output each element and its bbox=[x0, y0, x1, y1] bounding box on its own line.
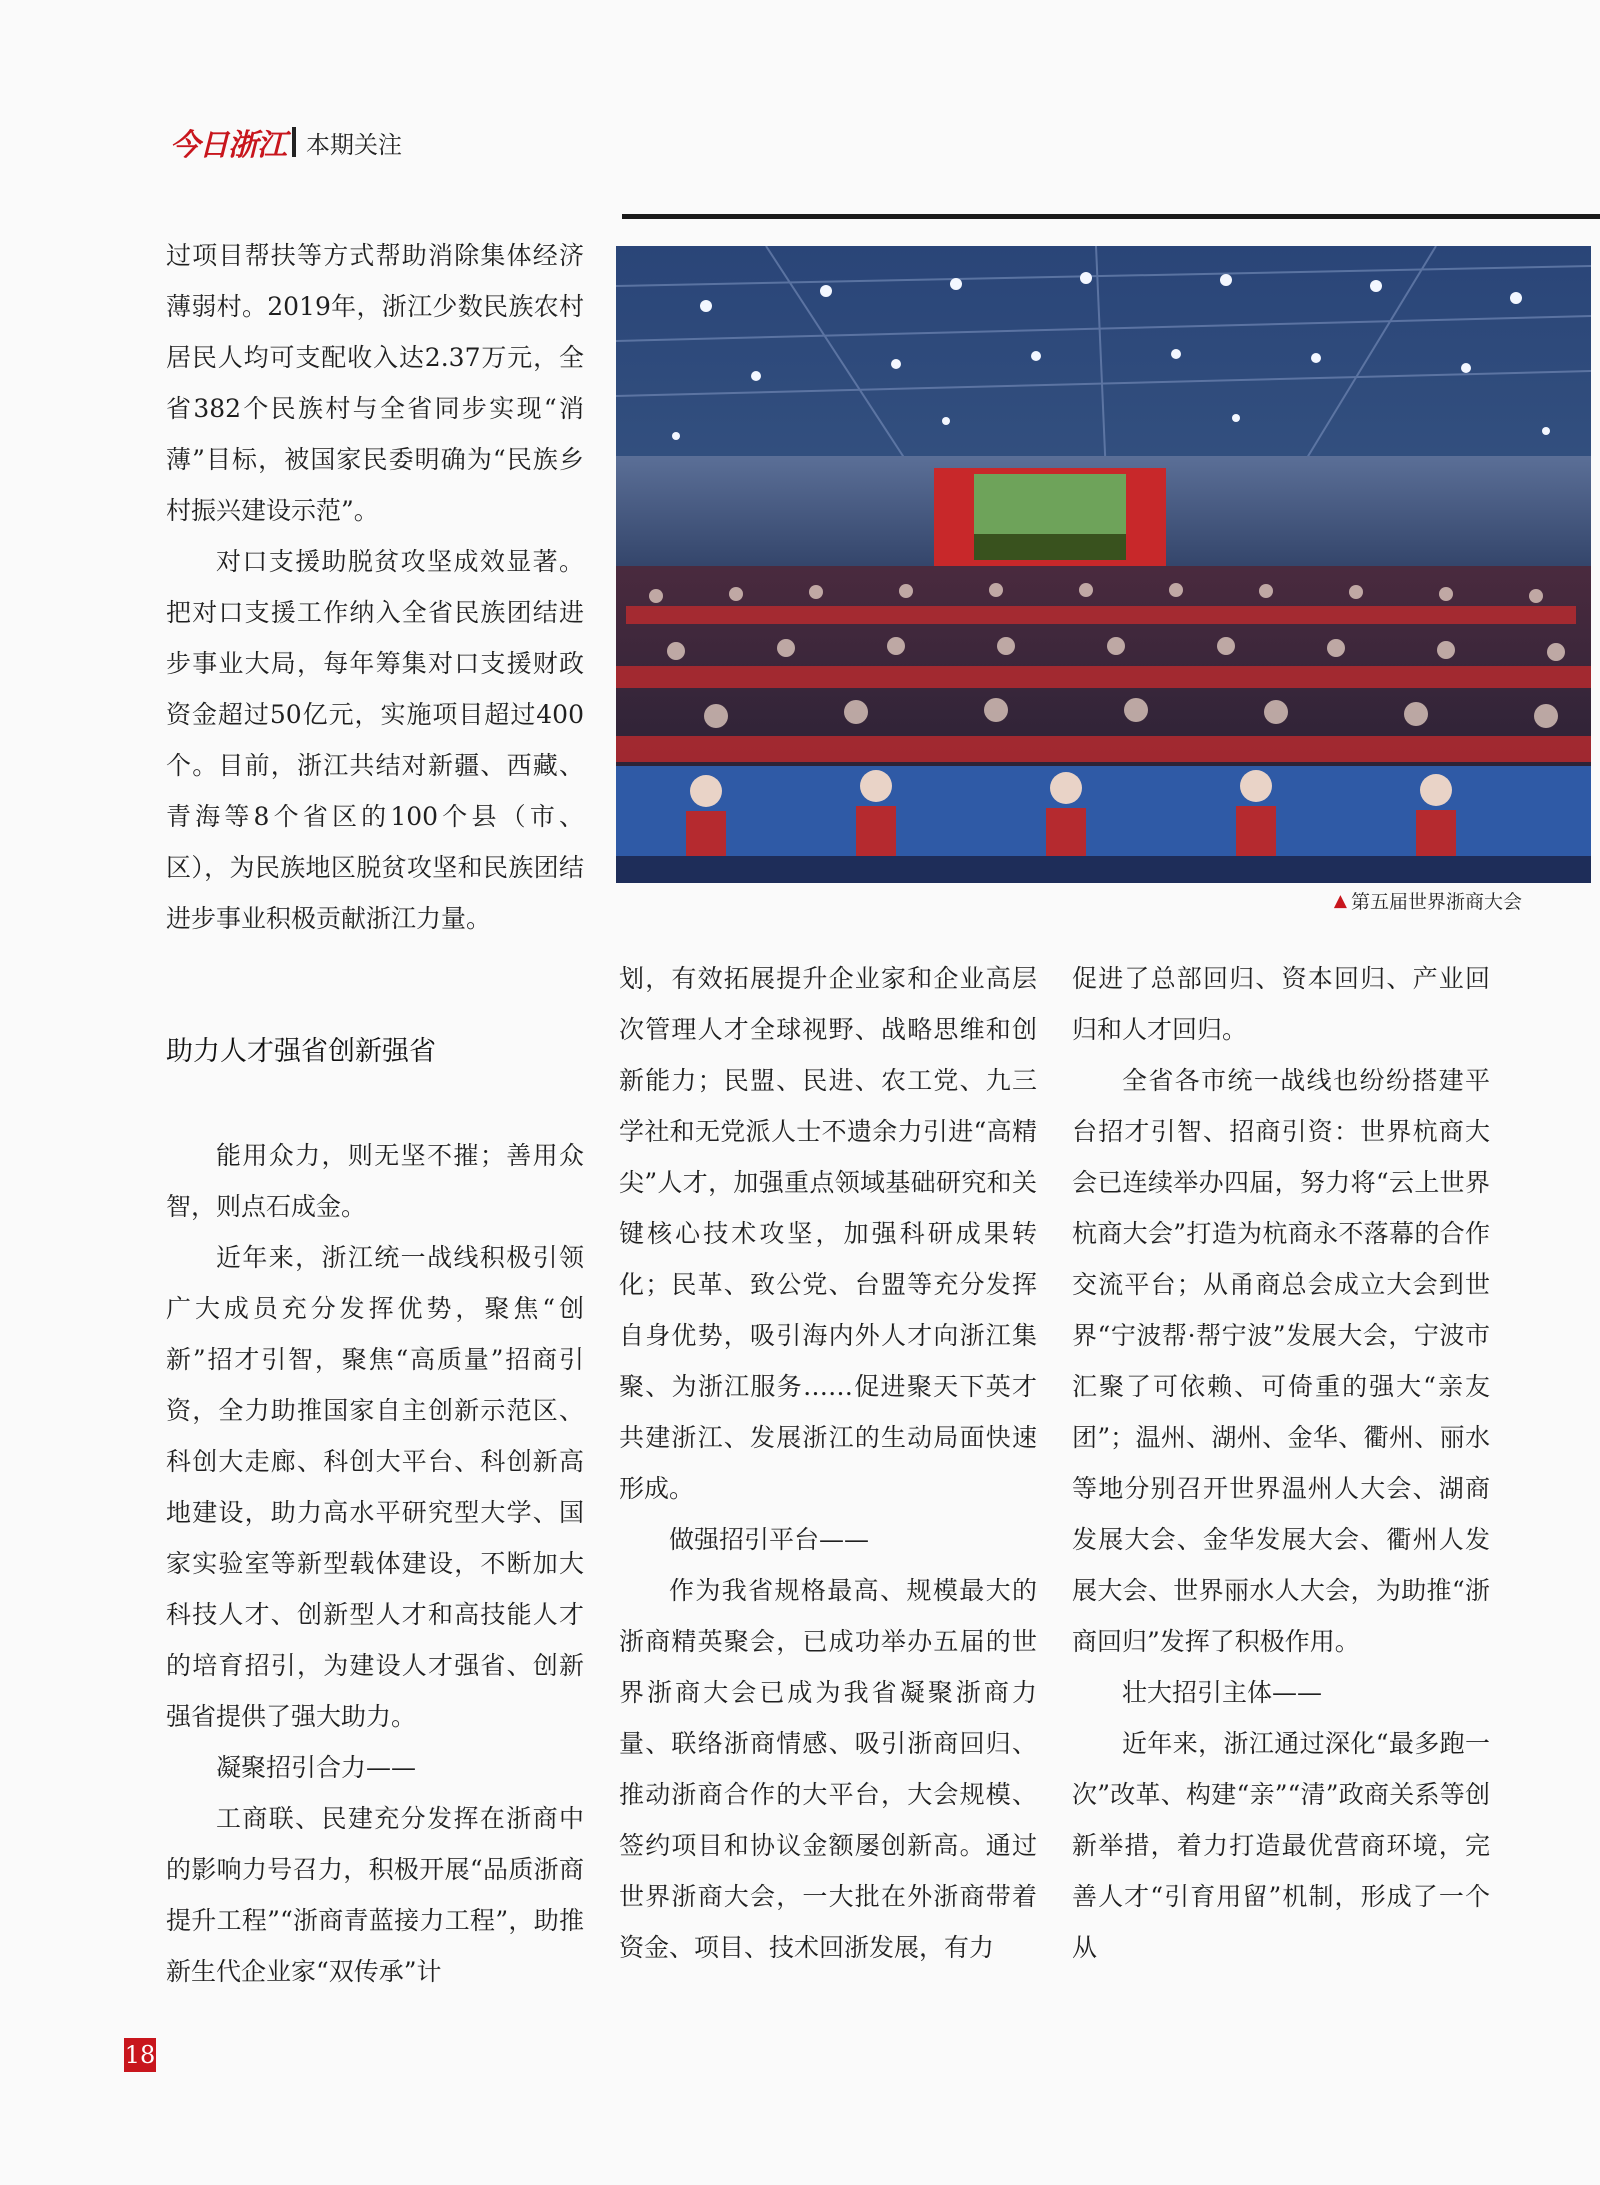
paragraph: 工商联、民建充分发挥在浙商中的影响力号召力，积极开展“品质浙商提升工程”“浙商青蓝接力工程”，助推新生代企业家“双传承”计 bbox=[166, 1804, 584, 1986]
paragraph: 过项目帮扶等方式帮助消除集体经济薄弱村。2019年，浙江少数民族农村居民人均可支配收入达2.37万元，全省382个民族村与全省同步实现“消薄”目标，被国家民委明确为“民族乡村振兴建设示范”。 bbox=[166, 241, 584, 525]
paragraph-lead: 壮大招引主体—— bbox=[1122, 1678, 1323, 1707]
paragraph: 全省各市统一战线也纷纷搭建平台招才引智、招商引资：世界杭商大会已连续举办四届，努力将“云上世界杭商大会”打造为杭商永不落幕的合作交流平台；从甬商总会成立大会到世界“宁波帮·帮宁波”发展大会，宁波市汇聚了可依赖、可倚重的强大“亲友团”；温州、湖州、金华、衢州、丽水等地分别召开世界温州人大会、湖商发展大会、金华发展大会、衢州人发展大会、世界丽水人大会，为助推“浙商回归”发挥了积极作用。 bbox=[1072, 1066, 1490, 1656]
column-1-bottom bbox=[166, 1130, 584, 1997]
page-number: 18 bbox=[124, 2038, 156, 2072]
header-divider bbox=[292, 127, 296, 157]
column-3 bbox=[1072, 953, 1490, 1973]
paragraph: 近年来，浙江统一战线积极引领广大成员充分发挥优势，聚焦“创新”招才引智，聚焦“高质量”招商引资，全力助推国家自主创新示范区、科创大走廊、科创大平台、科创新高地建设，助力高水平研究型大学、国家实验室等新型载体建设，不断加大科技人才、创新型人才和高技能人才的培育招引，为建设人才强省、创新强省提供了强大助力。 bbox=[166, 1243, 584, 1731]
paragraph: 近年来，浙江通过深化“最多跑一次”改革、构建“亲”“清”政商关系等创新举措，着力打造最优营商环境，完善人才“引育用留”机制，形成了一个从 bbox=[1072, 1729, 1490, 1962]
section-subheading: 助力人才强省创新强省 bbox=[166, 1036, 436, 1067]
photo-caption bbox=[1334, 887, 1522, 914]
top-rule bbox=[622, 214, 1600, 219]
caption-text: 第五届世界浙商大会 bbox=[1350, 891, 1522, 913]
column-2 bbox=[619, 953, 1037, 1973]
caption-triangle-icon: ▲ bbox=[1333, 890, 1347, 911]
conference-photo bbox=[616, 246, 1591, 883]
paragraph-lead: 凝聚招引合力—— bbox=[216, 1753, 417, 1782]
paragraph: 能用众力，则无坚不摧；善用众智，则点石成金。 bbox=[166, 1141, 584, 1221]
paragraph: 促进了总部回归、资本回归、产业回归和人才回归。 bbox=[1072, 964, 1490, 1044]
paragraph-lead: 做强招引平台—— bbox=[669, 1525, 870, 1554]
section-name: 本期关注 bbox=[306, 130, 402, 159]
paragraph: 作为我省规格最高、规模最大的浙商精英聚会，已成功举办五届的世界浙商大会已成为我省凝聚浙商力量、联络浙商情感、吸引浙商回归、推动浙商合作的大平台，大会规模、签约项目和协议金额屡创新高。通过世界浙商大会，一大批在外浙商带着资金、项目、技术回浙发展，有力 bbox=[619, 1576, 1037, 1962]
column-1-top bbox=[166, 230, 584, 944]
paragraph: 对口支援助脱贫攻坚成效显著。把对口支援工作纳入全省民族团结进步事业大局，每年筹集对口支援财政资金超过50亿元，实施项目超过400个。目前，浙江共结对新疆、西藏、青海等8个省区的100个县（市、区），为民族地区脱贫攻坚和民族团结进步事业积极贡献浙江力量。 bbox=[166, 547, 584, 933]
magazine-logo: 今日浙江 bbox=[170, 128, 286, 163]
paragraph: 划，有效拓展提升企业家和企业高层次管理人才全球视野、战略思维和创新能力；民盟、民进、农工党、九三学社和无党派人士不遗余力引进“高精尖”人才，加强重点领域基础研究和关键核心技术攻坚，加强科研成果转化；民革、致公党、台盟等充分发挥自身优势，吸引海内外人才向浙江集聚、为浙江服务……促进聚天下英才共建浙江、发展浙江的生动局面快速形成。 bbox=[619, 964, 1037, 1503]
page-header bbox=[170, 122, 402, 162]
